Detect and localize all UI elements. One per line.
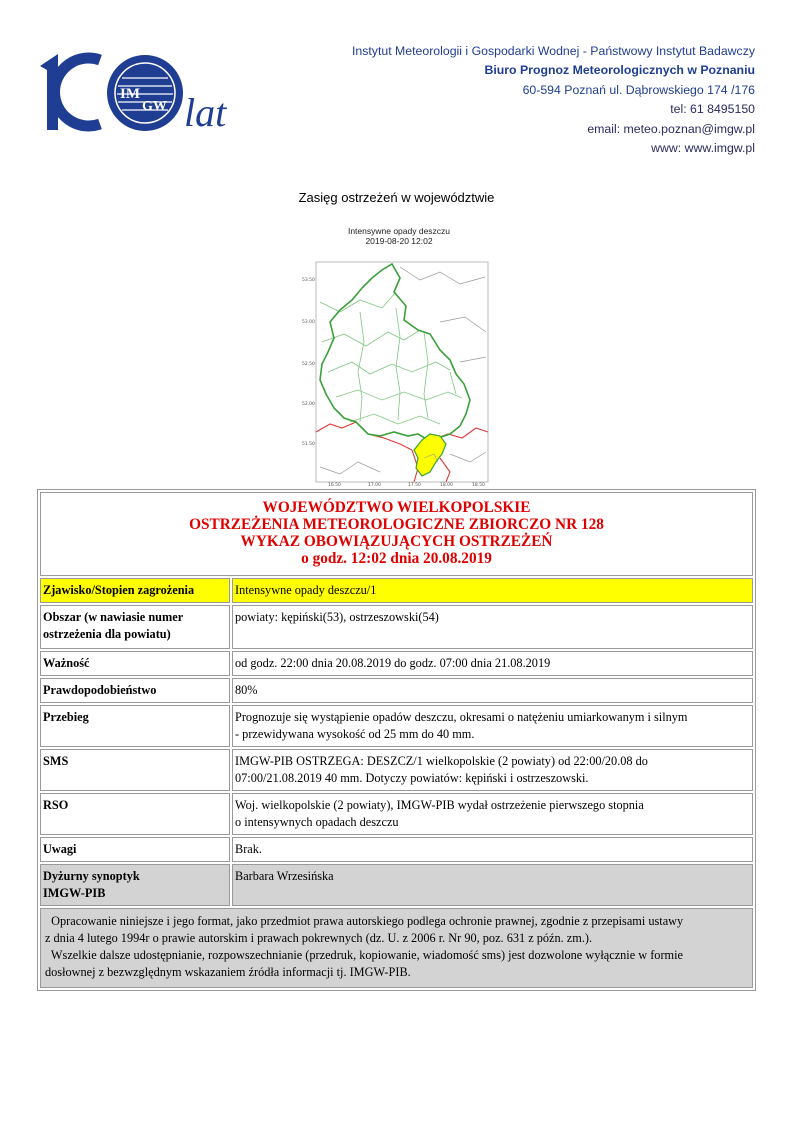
row-value: Intensywne opady deszczu/1	[232, 578, 753, 603]
office-website[interactable]: www: www.imgw.pl	[651, 141, 755, 156]
institute-name: Instytut Meteorologii i Gospodarki Wodnej - Państwowy Instytut Badawczy	[351, 44, 755, 58]
office-name: Biuro Prognoz Meteorologicznych w Poznaniu	[484, 63, 755, 78]
row-remarks	[40, 837, 753, 862]
header-line: WOJEWÓDZTWO WIELKOPOLSKIE	[262, 499, 531, 516]
row-value: od godz. 22:00 dnia 20.08.2019 do godz. 07:00 dnia 21.08.2019	[232, 651, 753, 676]
map-lon-label: 16.50	[328, 483, 341, 488]
footer-line: Wszelkie dalsze udostępnianie, rozpowszechnianie (przedruk, kopiowanie, wiadomość sms) jest dozwolone wyłącznie w formie	[45, 948, 683, 962]
row-label: Przebieg	[40, 705, 230, 747]
footer-line: dosłownej z bezwzględnym wskazaniem źródła informacji tj. IMGW-PIB.	[45, 965, 411, 979]
value-line: IMGW-PIB OSTRZEGA: DESZCZ/1 wielkopolskie (2 powiaty) od 22:00/20.08 do	[235, 754, 648, 768]
row-label: SMS	[40, 749, 230, 791]
map-lat-label: 52.00	[302, 402, 315, 407]
row-forecaster	[40, 864, 753, 906]
row-label: Zjawisko/Stopien zagrożenia	[40, 578, 230, 603]
header-line: o godz. 12:02 dnia 20.08.2019	[301, 550, 492, 567]
map-lon-label: 17.00	[368, 483, 381, 488]
map-lat-label: 53.00	[302, 320, 315, 325]
row-value: Barbara Wrzesińska	[232, 864, 753, 906]
map-datetime: 2019-08-20 12:02	[365, 236, 433, 246]
row-phenomenon	[40, 578, 753, 603]
map-lon-label: 18.00	[440, 483, 453, 488]
row-label: Obszar (w nawiasie numer ostrzeżenia dla powiatu)	[40, 605, 230, 649]
footer-line: Opracowanie niniejsze i jego format, jako przedmiot prawa autorskiego podlega ochronie prawnej, zgodnie z przepisami ustawy	[45, 914, 684, 928]
row-value	[232, 705, 753, 747]
row-label: RSO	[40, 793, 230, 835]
row-value	[232, 793, 753, 835]
row-course	[40, 705, 753, 747]
map-title-text: Intensywne opady deszczu	[347, 226, 451, 236]
copyright-footer	[40, 908, 753, 988]
row-value	[232, 749, 753, 791]
row-label: Ważność	[40, 651, 230, 676]
institute-header	[352, 42, 755, 158]
label-line: IMGW-PIB	[43, 886, 106, 900]
map-lon-label: 18.50	[472, 483, 485, 488]
map-lon-label: 17.50	[408, 483, 421, 488]
row-area	[40, 605, 753, 649]
header-line: WYKAZ OBOWIĄZUJĄCYCH OSTRZEŻEŃ	[240, 533, 553, 550]
row-label: Prawdopodobieństwo	[40, 678, 230, 703]
row-sms	[40, 749, 753, 791]
office-email[interactable]: email: meteo.poznan@imgw.pl	[587, 121, 755, 136]
value-line: Woj. wielkopolskie (2 powiaty), IMGW-PIB wydał ostrzeżenie pierwszego stopnia	[235, 798, 644, 812]
warning-header	[40, 492, 753, 576]
warning-table	[37, 489, 756, 991]
map-title	[300, 226, 498, 246]
svg-text:lat: lat	[184, 90, 227, 135]
row-value: powiaty: kępiński(53), ostrzeszowski(54)	[232, 605, 753, 649]
svg-text:IM: IM	[120, 86, 140, 102]
row-value: 80%	[232, 678, 753, 703]
value-line: o intensywnych opadach deszczu	[235, 815, 399, 829]
row-rso	[40, 793, 753, 835]
value-line: - przewidywana wysokość od 25 mm do 40 mm.	[235, 727, 475, 741]
office-address: 60-594 Poznań ul. Dąbrowskiego 174 /176	[522, 82, 755, 97]
row-probability	[40, 678, 753, 703]
value-line: 07:00/21.08.2019 40 mm. Dotyczy powiatów: kępiński i ostrzeszowski.	[235, 771, 589, 785]
row-value: Brak.	[232, 837, 753, 862]
imgw-100-lat-logo	[38, 48, 243, 136]
label-line: Dyżurny synoptyk	[43, 869, 140, 883]
section-title: Zasięg ostrzeżeń w województwie	[298, 190, 495, 205]
footer-line: z dnia 4 lutego 1994r o prawie autorskim i prawach pokrewnych (dz. U. z 2006 r. Nr 90, poz. 631 z późn. zm.).	[45, 931, 593, 945]
header-line: OSTRZEŻENIA METEOROLOGICZNE ZBIORCZO NR 128	[189, 516, 604, 533]
row-label: Uwagi	[40, 837, 230, 862]
row-validity	[40, 651, 753, 676]
map-lat-label: 53.50	[302, 278, 315, 283]
svg-text:GW: GW	[142, 99, 167, 114]
office-phone: tel: 61 8495150	[670, 102, 755, 117]
map-lat-label: 51.50	[302, 442, 315, 447]
warning-map	[300, 222, 498, 487]
value-line: Prognozuje się wystąpienie opadów deszczu, okresami o natężeniu umiarkowanym i silnym	[235, 710, 688, 724]
map-lat-label: 52.50	[302, 362, 315, 367]
row-label	[40, 864, 230, 906]
